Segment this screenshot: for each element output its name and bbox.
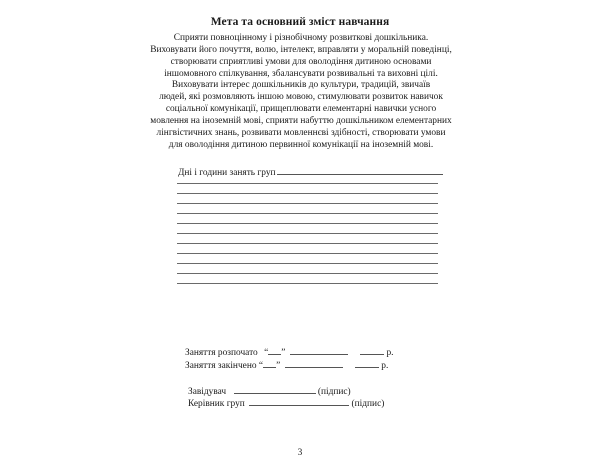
schedule-rule[interactable] — [177, 183, 438, 184]
schedule-rule[interactable] — [177, 253, 438, 254]
manager-signature-blank[interactable] — [234, 385, 316, 394]
schedule-rule[interactable] — [177, 273, 438, 274]
class-finished-label: Заняття закінчено — [185, 361, 257, 371]
month-blank[interactable] — [290, 346, 348, 355]
paragraph-line: Виховувати інтерес дошкільників до культури, традицій, звичаїв — [171, 80, 431, 91]
schedule-rule[interactable] — [177, 283, 438, 284]
quote-open: “ — [264, 348, 269, 358]
page-number: 3 — [297, 448, 303, 458]
year-suffix: р. — [381, 361, 389, 371]
quote-open: “ — [258, 361, 264, 371]
schedule-rule[interactable] — [177, 203, 438, 204]
page-title: Мета та основний зміст навчання — [210, 16, 390, 28]
paragraph-line: створювати сприятливі умови для оволодіння дитиною основами — [170, 56, 432, 67]
manager-label: Завідувач — [188, 387, 227, 397]
goals-paragraph — [150, 33, 452, 151]
paragraph-line: Виховувати його почуття, волю, інтелект, вправляти у моральній поведінці, — [150, 44, 452, 55]
paragraph-line: Сприяти повноцінному і різнобічному розвиткові дошкільника. — [173, 33, 429, 43]
quote-close: ” — [276, 361, 281, 371]
paragraph-line: мовлення на іноземній мові, сприяти набуттю дошкільником елементарних — [150, 115, 452, 126]
schedule-rule[interactable] — [177, 213, 438, 214]
class-started-field — [185, 346, 394, 359]
year-blank[interactable] — [355, 359, 379, 368]
schedule-field — [178, 166, 443, 179]
schedule-rule[interactable] — [177, 233, 438, 234]
schedule-blank[interactable] — [277, 166, 443, 175]
paragraph-line: іншомовного спілкування, збалансувати розвивальні та виховні цілі. — [164, 68, 438, 79]
signature-hint: (підпис) — [351, 399, 385, 409]
class-finished-field — [185, 359, 388, 372]
day-blank[interactable] — [268, 346, 281, 355]
year-suffix: р. — [386, 348, 394, 358]
group-leader-signature-field — [188, 397, 384, 410]
quote-close: ” — [281, 348, 286, 358]
schedule-rule[interactable] — [177, 243, 438, 244]
month-blank[interactable] — [285, 359, 343, 368]
paragraph-line: лінгвістичних знань, розвивати мовленнєві здібності, створювати умови — [156, 127, 446, 138]
schedule-rule[interactable] — [177, 223, 438, 224]
day-blank[interactable] — [263, 359, 276, 368]
signature-hint: (підпис) — [317, 387, 351, 397]
paragraph-line: для оволодіння дитиною первинної комунікації на іноземній мові. — [168, 139, 434, 150]
paragraph-line: соціальної комунікації, прищеплювати елементарні навички усного — [165, 104, 437, 115]
schedule-label: Дні і години занять груп — [178, 168, 276, 178]
schedule-rule[interactable] — [177, 193, 438, 194]
group-leader-signature-blank[interactable] — [249, 397, 349, 406]
schedule-rule[interactable] — [177, 263, 438, 264]
paragraph-line: людей, які розмовляють іншою мовою, стимулювати розвиток навичок — [159, 92, 443, 103]
group-leader-label: Керівник груп — [188, 399, 245, 409]
class-started-label: Заняття розпочато — [185, 348, 258, 358]
year-blank[interactable] — [360, 346, 384, 355]
